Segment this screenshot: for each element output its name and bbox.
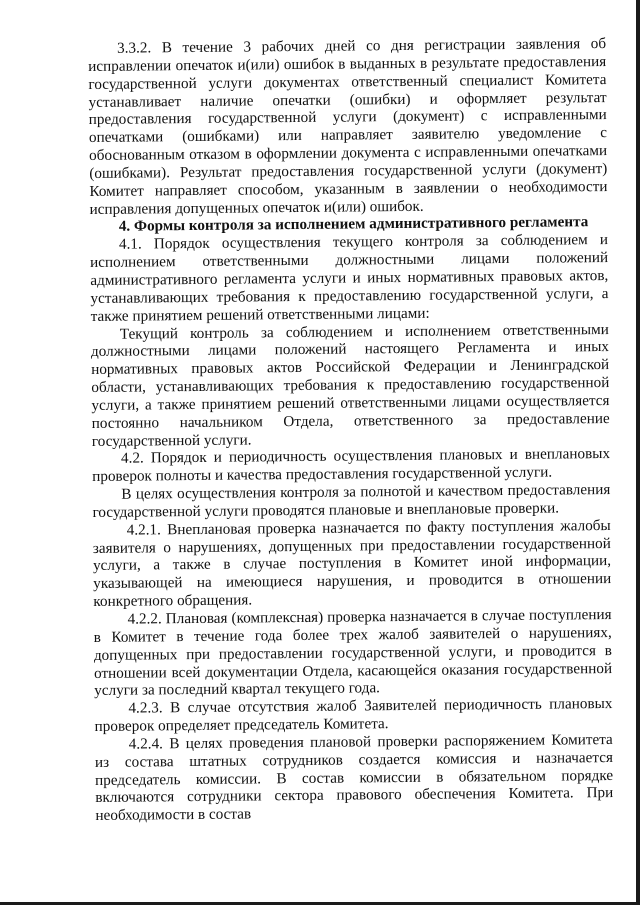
document-body: [88, 35, 614, 825]
paragraph-4-2: 4.2. Порядок и периодичность осуществления плановых и внеплановых проверок полноты и качества предоставления государственной услуги.: [92, 445, 611, 486]
paragraph-4-1: 4.1. Порядок осуществления текущего контроля за соблюдением и исполнением ответственными должностными лицами положений административного регламента услуги и иных нормативных правовых актов, устанавливающих требования к предоставлению государственной услуги, а также принятием решений ответственными лицами:: [90, 231, 609, 325]
paragraph-4-2-2: 4.2.2. Плановая (комплексная) проверка назначается в случае поступления в Комитет в течение года более трех жалоб заявителей о нарушениях, допущенных при предоставлении государственной услуги, и проводится в отношении всей документации Отдела, касающейся оказания государственной услуги за последний квартал текущего года.: [93, 606, 613, 700]
paragraph-4-2-3: 4.2.3. В случае отсутствия жалоб Заявителей периодичность плановых проверок определяет председатель Комитета.: [94, 695, 613, 736]
paragraph-3-3-2: 3.3.2. В течение 3 рабочих дней со дня регистрации заявления об исправлении опечаток и(или) ошибок в выданных в результате предоставления государственной услуги документах ответственный специалист Комитета устанавливает наличие опечатки (ошибки) и оформляет результат предоставления государственной услуги (документ) с исправленными опечатками (ошибками) или направляет заявителю уведомление с обоснованным отказом в оформлении документа с исправленными опечатками (ошибками). Результат предоставления государственной услуги (документ) Комитет направляет способом, указанным в заявлении о необходимости исправления допущенных опечаток и(или) ошибок.: [88, 35, 608, 218]
paragraph-current-control: Текущий контроль за соблюдением и исполнением ответственными должностными лицами положений настоящего Регламента и иных нормативных правовых актов Российской Федерации и Ленинградской области, устанавливающих требования к предоставлению государственной услуги, а также принятием решений ответственными лицами осуществляется постоянно начальником Отдела, ответственного за предоставление государственной услуги.: [90, 320, 610, 450]
paragraph-4-2-4: 4.2.4. В целях проведения плановой проверки распоряжением Комитета из состава штатных сотрудников создается комиссия и назначается председатель комиссии. В состав комиссии в обязательном порядке включаются сотрудники сектора правового обеспечения Комитета. При необходимости в состав: [94, 730, 614, 825]
paragraph-4-2-1: 4.2.1. Внеплановая проверка назначается по факту поступления жалобы заявителя о нарушениях, допущенных при предоставлении государственной услуги, а также в случае поступления в Комитет иной информации, указывающей на имеющиеся нарушения, и проводится в отношении конкретного обращения.: [92, 516, 612, 611]
section-4-heading: 4. Формы контроля за исполнением административного регламента: [118, 213, 589, 236]
scan-edge-right: [636, 0, 640, 905]
paragraph-purpose: В целях осуществления контроля за полнотой и качеством предоставления государственной услуги проводятся плановые и внеплановые проверки.: [92, 481, 611, 521]
